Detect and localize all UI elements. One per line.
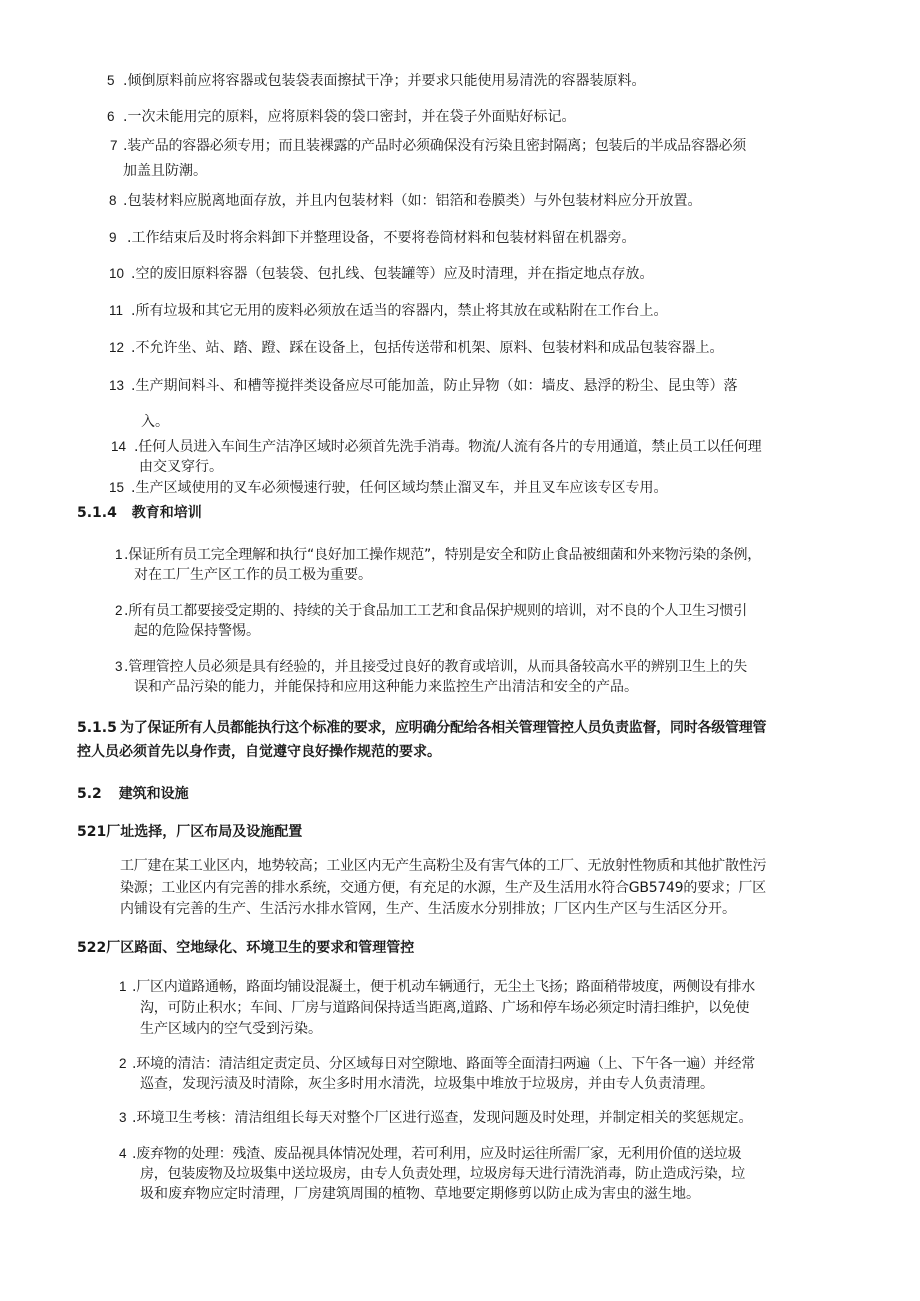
section-heading-522: 522厂区路面、空地绿化、环境卫生的要求和管理管控	[77, 940, 415, 956]
list-item-number: 5	[107, 73, 115, 88]
section-number: 5.2	[77, 786, 102, 802]
list-item-text: .厂区内道路通畅，路面均铺设混凝土，便于机动车辆通行，无尘土飞扬；路面稍带坡度，两侧设有排水	[132, 979, 755, 995]
list-item-number: 1	[119, 979, 127, 994]
list-item-text: 由交叉穿行。	[139, 459, 223, 475]
list-item-text: .装产品的容器必须专用；而且装裸露的产品时必须确保没有污染且密封隔离；包装后的半成品容器必须	[123, 138, 746, 154]
list-item-text: 对在工厂生产区工作的员工极为重要。	[134, 567, 372, 583]
list-item-number: 15	[109, 480, 125, 495]
list-item-number: 6	[107, 109, 115, 124]
list-item-number: 11	[109, 303, 124, 318]
list-item-text: .废弃物的处理：残渣、废品视具体情况处理，若可利用，应及时运往所需厂家，无利用价值的送垃圾	[132, 1146, 742, 1162]
list-item-text: .不允许坐、站、踏、蹬、踩在设备上，包括传送带和机架、原料、包装材料和成品包装容器上。	[131, 340, 724, 356]
paragraph-line: 工厂建在某工业区内，地势较高；工业区内无产生高粉尘及有害气体的工厂、无放射性物质和其他扩散性污	[120, 858, 767, 874]
list-item-text: .所有垃圾和其它无用的废料必须放在适当的容器内，禁止将其放在或粘附在工作台上。	[131, 303, 668, 319]
list-item-number: 14	[111, 439, 127, 454]
paragraph-line: 控人员必须首先以身作责，自觉遵守良好操作规范的要求。	[77, 744, 441, 760]
list-item-text: .空的废旧原料容器（包装袋、包扎线、包装罐等）应及时清理，并在指定地点存放。	[131, 266, 654, 282]
list-item-text: .保证所有员工完全理解和执行“良好加工操作规范”，特别是安全和防止食品被细菌和外来物污染的条例，	[124, 547, 761, 563]
list-item-text: 沟，可防止积水；车间、厂房与道路间保持适当距离,道路、广场和停车场必须定时清扫维护，以免使	[140, 1000, 750, 1016]
list-item-text: .管理管控人员必须是具有经验的，并且接受过良好的教育或培训，从而具备较高水平的辨别卫生上的失	[124, 659, 747, 675]
list-item-number: 2	[115, 603, 123, 618]
section-title: 建筑和设施	[118, 786, 189, 802]
list-item-text: 加盖且防潮。	[123, 163, 207, 179]
list-item-number: 3	[119, 1110, 127, 1125]
paragraph-line: 为了保证所有人员都能执行这个标准的要求，应明确分配给各相关管理管控人员负责监督，同时各级管理管	[120, 720, 767, 736]
list-item-number: 8	[109, 193, 117, 208]
section-heading-5-1-4	[77, 503, 202, 523]
list-item-text: 圾和废弃物应定时清理，厂房建筑周围的植物、草地要定期修剪以防止成为害虫的滋生地。	[140, 1186, 700, 1202]
list-item-number: 9	[109, 230, 117, 245]
list-item-text: 误和产品污染的能力，并能保持和应用这种能力来监控生产出清洁和安全的产品。	[134, 679, 638, 695]
section-number: 5.1.5	[77, 720, 117, 736]
list-item-number: 12	[109, 340, 125, 355]
paragraph-line: 内铺设有完善的生产、生活污水排水管网，生产、生活废水分别排放；厂区内生产区与生活区分开。	[120, 901, 736, 917]
list-item-text: .倾倒原料前应将容器或包装袋表面擦拭干净；并要求只能使用易清洗的容器装原料。	[123, 73, 646, 89]
section-heading-521: 521厂址选择，厂区布局及设施配置	[77, 824, 303, 840]
list-item-text: 生产区域内的空气受到污染。	[140, 1021, 322, 1037]
list-item-number: 3	[115, 659, 123, 674]
list-item-number: 10	[109, 266, 125, 281]
list-item-text: .生产期间料斗、和槽等搅拌类设备应尽可能加盖，防止异物（如：墙皮、悬浮的粉尘、昆虫等）落	[131, 378, 738, 394]
list-item-number: 7	[110, 138, 118, 153]
list-item-number: 2	[119, 1056, 127, 1071]
list-item-text: .一次未能用完的原料，应将原料袋的袋口密封，并在袋子外面贴好标记。	[123, 109, 576, 125]
section-number: 5.1.4	[77, 505, 117, 521]
list-item-text: .所有员工都要接受定期的、持续的关于食品加工工艺和食品保护规则的培训，对不良的个人卫生习惯引	[124, 603, 747, 619]
list-item-number: 13	[109, 378, 125, 393]
list-item-number: 1	[115, 547, 123, 562]
list-item-text: .包装材料应脱离地面存放，并且内包装材料（如：铝箔和卷膜类）与外包装材料应分开放置。	[123, 193, 702, 209]
list-item-text: .环境的清洁：清洁组定责定员、分区域每日对空隙地、路面等全面清扫两遍（上、下午各一遍）并经常	[132, 1056, 755, 1072]
section-title: 教育和培训	[131, 505, 202, 521]
list-item-text: 房，包装废物及垃圾集中送垃圾房，由专人负责处理，垃圾房每天进行清洗消毒，防止造成污染，垃	[140, 1166, 745, 1182]
list-item-text: .工作结束后及时将余料卸下并整理设备，不要将卷筒材料和包装材料留在机器旁。	[127, 230, 636, 246]
list-item-text: 巡查，发现污渍及时清除，灰尘多时用水清洗，垃圾集中堆放于垃圾房，并由专人负责清理。	[140, 1076, 714, 1092]
paragraph-line: 染源；工业区内有完善的排水系统，交通方便，有充足的水源，生产及生活用水符合GB5749的要求；厂区	[120, 880, 766, 896]
list-item-text: .生产区域使用的叉车必须慢速行驶，任何区域均禁止溜叉车，并且叉车应该专区专用。	[131, 480, 668, 496]
list-item-text: 入。	[141, 414, 169, 430]
list-item-text: .环境卫生考核：清洁组组长每天对整个厂区进行巡查，发现问题及时处理，并制定相关的奖惩规定。	[132, 1110, 753, 1126]
list-item-text: .任何人员进入车间生产洁净区域时必须首先洗手消毒。物流/人流有各片的专用通道，禁止员工以任何理	[134, 439, 762, 455]
list-item-text: 起的危险保持警惕。	[134, 623, 260, 639]
list-item-number: 4	[119, 1146, 127, 1161]
section-heading-5-2	[77, 784, 189, 804]
